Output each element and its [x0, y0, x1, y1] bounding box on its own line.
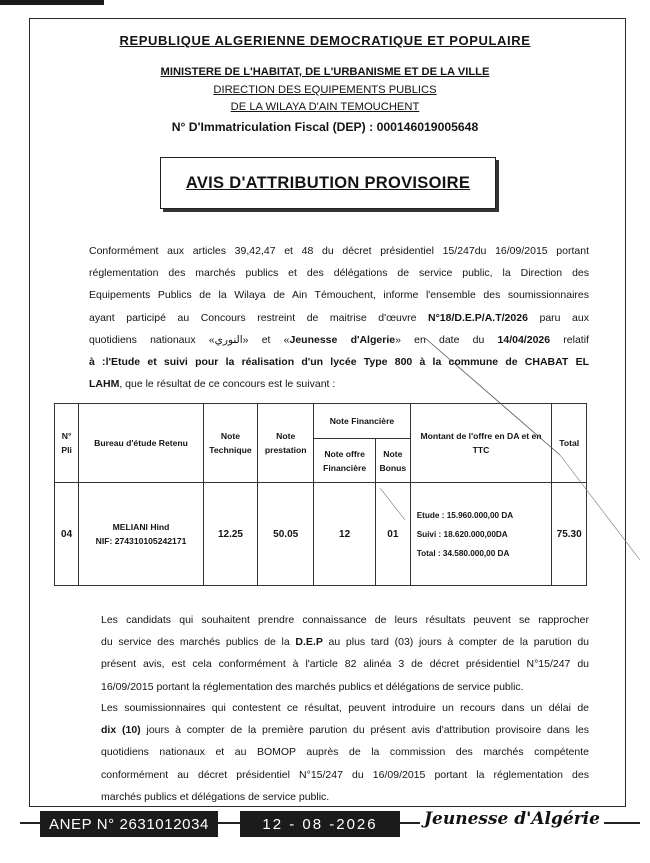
intro-line-1: Conformément aux articles 39,42,47 et 48 du décret présidentiel 15/247du 16/09/2015 portant: [89, 245, 589, 257]
intro-line-5: quotidiens nationaux «النوري» et «Jeunesse d'Algerie» en date du 14/04/2026 relatif: [89, 333, 589, 346]
bureau-name: MELIANI Hind: [112, 522, 170, 532]
cell-offre-financiere: 12: [314, 483, 376, 586]
header-bonus: Note Bonus: [375, 439, 410, 483]
anep-number: ANEP N° 2631012034: [40, 811, 218, 837]
fiscal-number: N° D'Immatriculation Fiscal (DEP) : 000146019005648: [171, 120, 479, 134]
appeal-delay: dix (10): [101, 724, 141, 737]
scratch-line-2: [560, 455, 640, 560]
scratch-line-3: [380, 488, 405, 520]
header-technique: Note Technique: [203, 404, 257, 483]
para3-line-5: marchés publics et délégations de service public.: [101, 790, 330, 803]
arabic-newspaper: النوري: [214, 333, 243, 346]
header-montant: Montant de l'offre en DA et en TTC: [410, 404, 552, 483]
cell-num: 04: [55, 483, 79, 586]
amount-etude: Etude : 15.960.000,00 DA: [416, 510, 514, 520]
para2-line-1: Les candidats qui souhaitent prendre connaissance de leurs résultats peuvent se rapprocher: [101, 614, 589, 626]
scratch-line-1: [425, 338, 560, 455]
intro-line-6: à :l'Etude et suivi pour la réalisation d'un lycée Type 800 à la commune de CHABAT EL: [89, 356, 589, 369]
header-prestation: Note prestation: [258, 404, 314, 483]
amount-total: Total : 34.580.000,00 DA: [416, 548, 510, 558]
publication-footer-date: 12 - 08 -2026: [240, 811, 400, 837]
intro-line-7: LAHM, que le résultat de ce concours est le suivant :: [89, 378, 336, 391]
para3-line-3: quotidiens nationaux et au BOMOP auprès de la commission des marchés compétente: [101, 746, 589, 759]
project-description: l'Etude et suivi pour la réalisation d'un lycée Type 800 à la commune de CHABAT EL: [105, 356, 589, 369]
notice-title: AVIS D'ATTRIBUTION PROVISOIRE: [185, 173, 471, 192]
journal-logo: Jeunesse d'Algérie: [420, 809, 604, 829]
header-num: N° Pli: [55, 404, 79, 483]
contest-reference: N°18/D.E.P/A.T/2026: [428, 311, 528, 324]
cell-technique: 12.25: [203, 483, 257, 586]
bureau-nif: NIF: 274310105242171: [95, 536, 187, 546]
header-offre-financiere: Note offre Financière: [314, 439, 376, 483]
direction-heading: DIRECTION DES EQUIPEMENTS PUBLICS: [213, 84, 437, 96]
intro-line-4: ayant participé au Concours restreint de maitrise d'œuvre N°18/D.E.P/A.T/2026 paru aux: [89, 311, 589, 324]
header-bureau: Bureau d'étude Retenu: [79, 404, 204, 483]
header-total: Total: [552, 404, 587, 483]
header-financiere: Note Financière: [314, 404, 410, 439]
newspaper-name: Jeunesse d'Algerie: [289, 333, 396, 346]
ministry-heading: MINISTERE DE L'HABITAT, DE L'URBANISME ET DE LA VILLE: [160, 66, 490, 78]
cell-prestation: 50.05: [258, 483, 314, 586]
wilaya-heading: DE LA WILAYA D'AIN TEMOUCHENT: [230, 101, 420, 113]
para2-line-4: 16/09/2015 portant la réglementation des marchés publics et délégations de service public.: [101, 680, 524, 693]
amount-suivi: Suivi : 18.620.000,00DA: [416, 529, 508, 539]
intro-line-3: Equipements Publics de la Wilaya de Ain Témouchent, informe l'ensemble des soumissionnaires: [89, 289, 589, 302]
intro-line-2: réglementation des marchés publics et des délégations de service public, la Direction des: [89, 267, 589, 280]
para3-line-4: conformément au décret présidentiel N°15/247 du 16/09/2015 portant la réglementation des: [101, 768, 589, 781]
para3-line-1: Les soumissionnaires qui contestent ce résultat, peuvent introduire un recours dans un délai de: [101, 702, 589, 714]
para2-line-3: présent avis, est cela conformément à l'article 82 alinéa 3 de décret présidentiel N°15/247 du: [101, 658, 589, 671]
cell-total: 75.30: [552, 483, 587, 586]
footer-bar: [0, 807, 650, 839]
republic-heading: REPUBLIQUE ALGERIENNE DEMOCRATIQUE ET POPULAIRE: [119, 33, 531, 48]
para2-line-2: du service des marchés publics de la D.E.P au plus tard (03) jours à compter de la parution du: [101, 636, 590, 649]
para3-line-2: dix (10) jours à compter de la première parution du présent avis d'attribution provisoire dans les: [101, 724, 589, 737]
cell-bonus: 01: [375, 483, 410, 586]
publication-date: 14/04/2026: [497, 333, 551, 346]
